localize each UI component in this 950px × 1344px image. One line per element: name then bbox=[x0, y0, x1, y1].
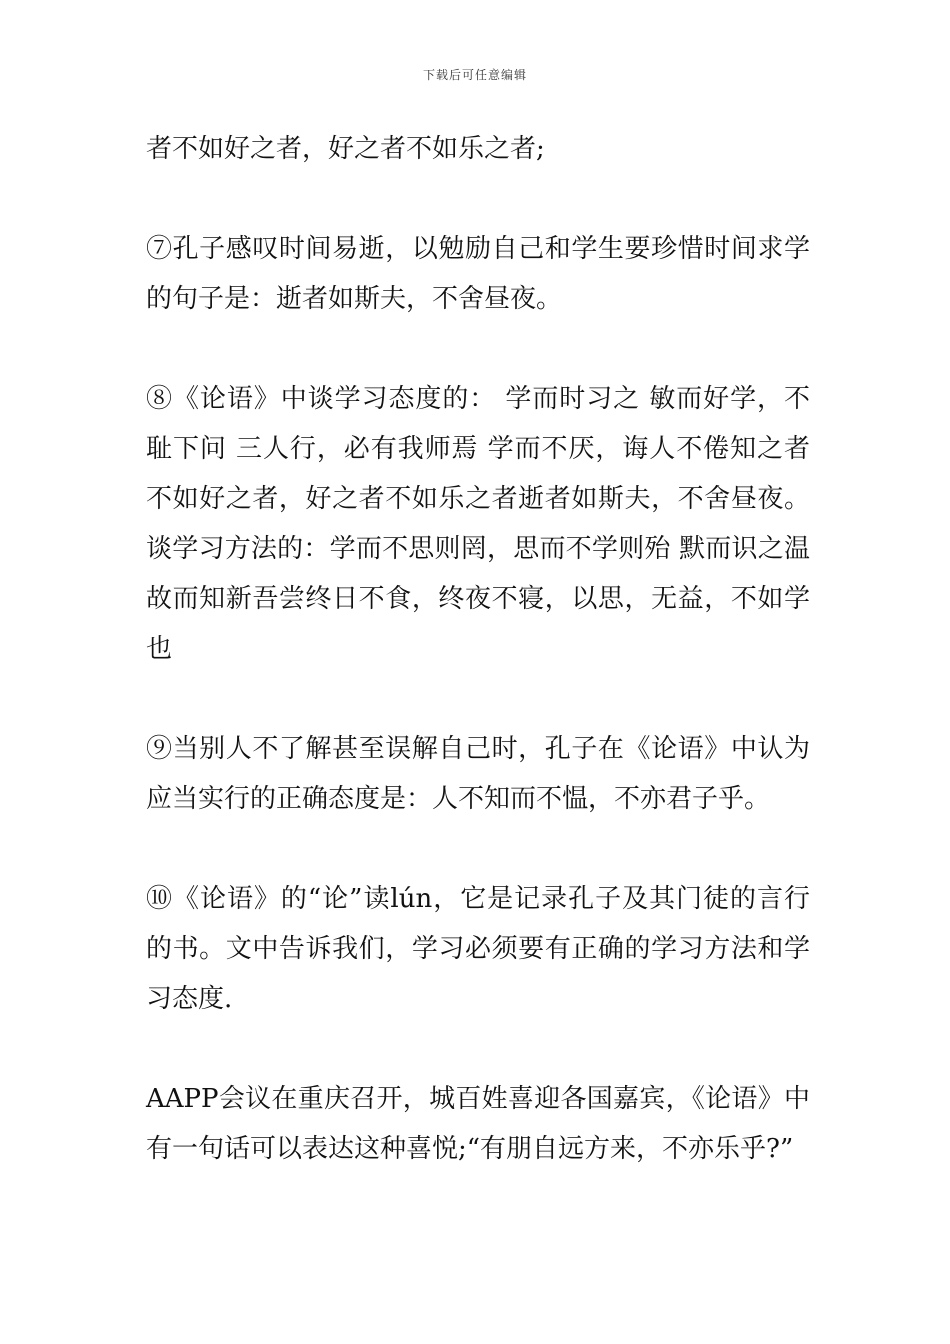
paragraph: ⑦孔子感叹时间易逝，以勉励自己和学生要珍惜时间求学的句子是：逝者如斯夫，不舍昼夜。 bbox=[146, 234, 810, 314]
paragraph: ⑩《论语》的“论”读lún，它是记录孔子及其门徒的言行的书。文中告诉我们，学习必须要有正确的学习方法和学习态度. bbox=[146, 884, 810, 1014]
paragraph: 者不如好之者，好之者不如乐之者; bbox=[146, 134, 545, 164]
paragraph: ⑨当别人不了解甚至误解自己时，孔子在《论语》中认为应当实行的正确态度是：人不知而不愠，不亦君子乎。 bbox=[146, 734, 810, 814]
page-header: 下载后可任意编辑 bbox=[422, 68, 527, 82]
document-body bbox=[146, 124, 810, 1174]
paragraph: ⑧《论语》中谈学习态度的： 学而时习之 敏而好学，不耻下问 三人行，必有我师焉 学而不厌，诲人不倦知之者不如好之者，好之者不如乐之者逝者如斯夫，不舍昼夜。谈学习方法的：学而不思则罔，思而不学则殆 默而识之温故而知新吾尝终日不食，终夜不寝，以思，无益，不如学也 bbox=[146, 384, 810, 664]
paragraph: AAPP会议在重庆召开，城百姓喜迎各国嘉宾，《论语》中有一句话可以表达这种喜悦;“有朋自远方来，不亦乐乎?” bbox=[146, 1084, 810, 1164]
